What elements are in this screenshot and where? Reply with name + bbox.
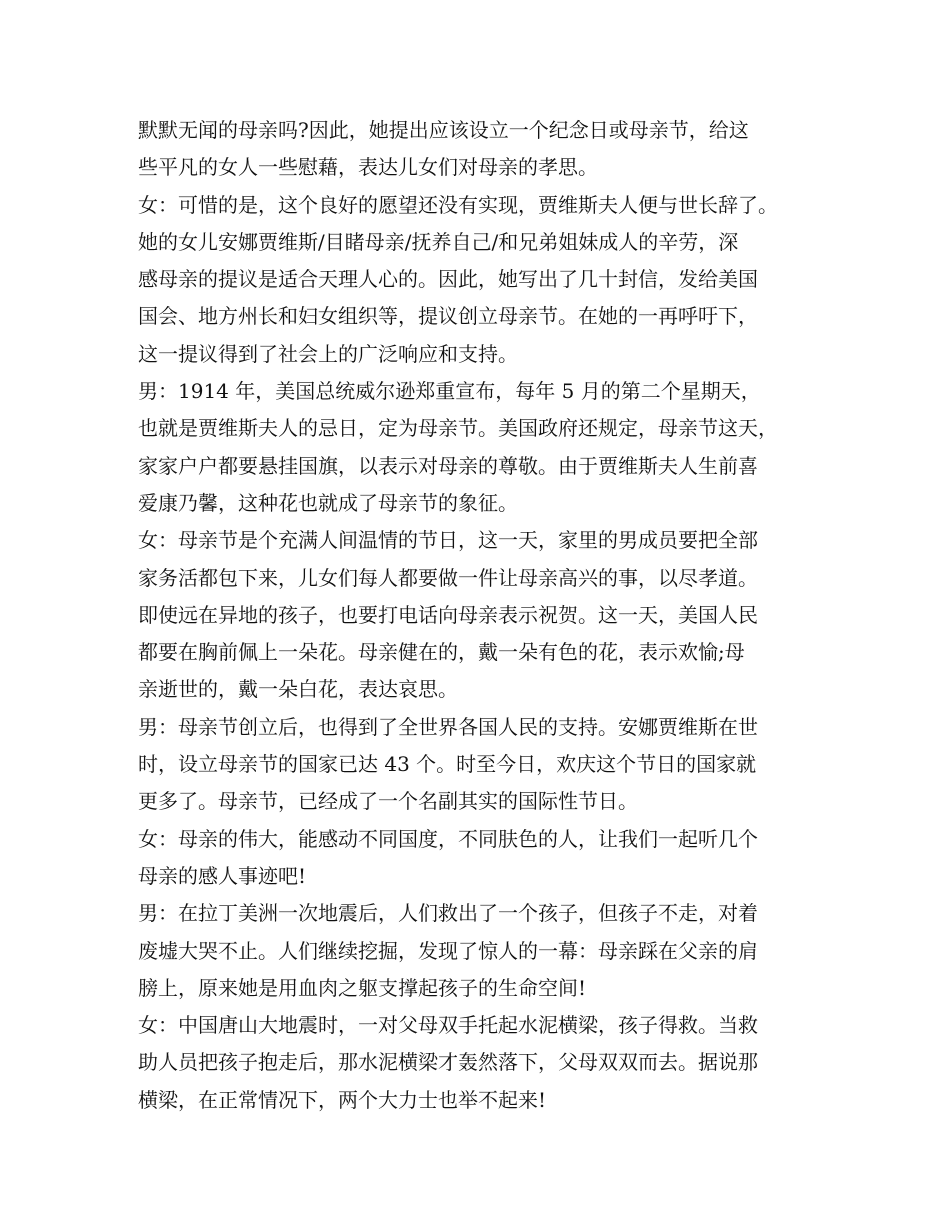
text-line: 男：在拉丁美洲一次地震后，人们救出了一个孩子，但孩子不走，对着 <box>138 901 758 926</box>
text-line: 她的女儿安娜贾维斯/目睹母亲/抚养自己/和兄弟姐妹成人的辛劳，深 <box>138 229 739 254</box>
text-line: 国会、地方州长和妇女组织等，提议创立母亲节。在她的一再呼吁下， <box>138 304 758 329</box>
text-line: 男：母亲节创立后，也得到了全世界各国人民的支持。安娜贾维斯在世 <box>138 714 758 739</box>
text-line: 家家户户都要悬挂国旗，以表示对母亲的尊敬。由于贾维斯夫人生前喜 <box>138 453 758 478</box>
body-text <box>138 112 838 1119</box>
text-line: 更多了。母亲节，已经成了一个名副其实的国际性节日。 <box>138 789 638 814</box>
text-line: 都要在胸前佩上一朵花。母亲健在的，戴一朵有色的花，表示欢愉;母 <box>138 640 745 665</box>
text-line: 家务活都包下来，儿女们每人都要做一件让母亲高兴的事，以尽孝道。 <box>138 565 758 590</box>
text-line: 男：1914 年，美国总统威尔逊郑重宣布，每年 5 月的第二个星期天， <box>138 379 761 404</box>
text-line: 亲逝世的，戴一朵白花，表达哀思。 <box>138 677 458 702</box>
text-line: 废墟大哭不止。人们继续挖掘，发现了惊人的一幕：母亲踩在父亲的肩 <box>138 938 758 963</box>
text-line: 感母亲的提议是适合天理人心的。因此，她写出了几十封信，发给美国 <box>138 267 758 292</box>
text-line: 爱康乃馨，这种花也就成了母亲节的象征。 <box>138 490 518 515</box>
text-line: 即使远在异地的孩子，也要打电话向母亲表示祝贺。这一天，美国人民 <box>138 602 758 627</box>
text-line: 这一提议得到了社会上的广泛响应和支持。 <box>138 341 518 366</box>
text-line: 女：母亲节是个充满人间温情的节日，这一天，家里的男成员要把全部 <box>138 528 758 553</box>
text-line: 女：母亲的伟大，能感动不同国度，不同肤色的人，让我们一起听几个 <box>138 826 758 851</box>
text-line: 也就是贾维斯夫人的忌日，定为母亲节。美国政府还规定，母亲节这天， <box>138 416 778 441</box>
text-line: 助人员把孩子抱走后，那水泥横梁才轰然落下，父母双双而去。据说那 <box>138 1050 758 1075</box>
text-line: 膀上，原来她是用血肉之躯支撑起孩子的生命空间! <box>138 975 587 1000</box>
text-line: 些平凡的女人一些慰藉，表达儿女们对母亲的孝思。 <box>138 155 598 180</box>
text-line: 母亲的感人事迹吧! <box>138 863 307 888</box>
text-line: 女：可惜的是，这个良好的愿望还没有实现，贾维斯夫人便与世长辞了。 <box>138 192 778 217</box>
text-line: 默默无闻的母亲吗?因此，她提出应该设立一个纪念日或母亲节，给这 <box>138 118 749 142</box>
text-line: 横梁，在正常情况下，两个大力士也举不起来! <box>138 1087 547 1112</box>
text-line: 女：中国唐山大地震时，一对父母双手托起水泥横梁，孩子得救。当救 <box>138 1013 758 1038</box>
text-line: 时，设立母亲节的国家已达 43 个。时至今日，欢庆这个节日的国家就 <box>138 752 757 777</box>
